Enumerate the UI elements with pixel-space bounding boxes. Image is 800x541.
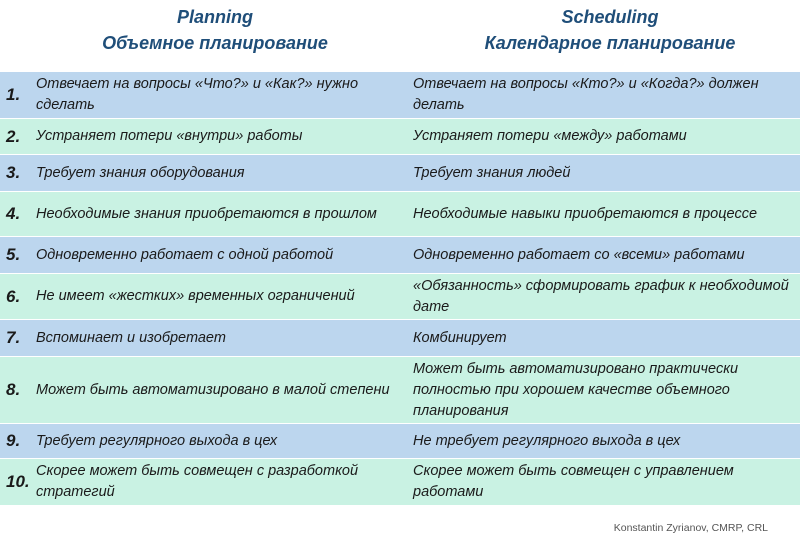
table-row — [0, 273, 800, 319]
scheduling-cell: Отвечает на вопросы «Кто?» и «Когда?» должен делать — [413, 76, 759, 113]
author-credit: Konstantin Zyrianov, CMRP, CRL — [613, 522, 768, 534]
scheduling-cell: Скорее может быть совмещен с управлением работами — [413, 463, 734, 500]
table-row — [0, 356, 800, 423]
table-header — [0, 4, 800, 70]
planning-cell: Скорее может быть совмещен с разработкой стратегий — [36, 463, 359, 500]
row-number: 6. — [6, 286, 21, 306]
table-row — [0, 71, 800, 118]
planning-subtitle: Объемное планирование — [102, 33, 328, 53]
scheduling-cell: Одновременно работает со «всеми» работами — [413, 246, 745, 263]
planning-cell: Одновременно работает с одной работой — [36, 246, 334, 263]
table-row — [0, 236, 800, 273]
scheduling-cell: «Обязанность» сформировать график к необходимой дате — [413, 277, 789, 315]
table-row — [0, 319, 800, 356]
row-number: 10. — [6, 472, 30, 491]
planning-cell: Отвечает на вопросы «Что?» и «Как?» нужно сделать — [36, 76, 359, 113]
scheduling-cell: Комбинирует — [413, 329, 507, 346]
planning-cell: Вспоминает и изобретает — [36, 329, 226, 346]
table-row — [0, 423, 800, 458]
row-number: 2. — [6, 126, 21, 146]
planning-title: Planning — [177, 7, 253, 27]
planning-header — [60, 4, 370, 56]
scheduling-cell: Не требует регулярного выхода в цех — [413, 432, 681, 449]
scheduling-header — [440, 4, 780, 56]
planning-cell: Требует знания оборудования — [36, 164, 245, 181]
planning-cell: Может быть автоматизировано в малой степени — [36, 381, 390, 398]
planning-cell: Устраняет потери «внутри» работы — [36, 128, 303, 144]
scheduling-cell: Необходимые навыки приобретаются в процессе — [413, 205, 758, 222]
table-row — [0, 118, 800, 154]
table-row — [0, 458, 800, 505]
planning-cell: Требует регулярного выхода в цех — [36, 432, 278, 449]
scheduling-cell: Устраняет потери «между» работами — [413, 128, 687, 144]
planning-cell: Не имеет «жестких» временных ограничений — [36, 288, 355, 304]
table-row — [0, 191, 800, 236]
scheduling-cell: Требует знания людей — [413, 164, 571, 181]
row-number: 8. — [6, 380, 21, 399]
row-number: 3. — [6, 163, 21, 182]
comparison-table — [0, 71, 800, 505]
planning-cell: Необходимые знания приобретаются в прошлом — [36, 205, 377, 222]
row-number: 4. — [6, 204, 21, 223]
scheduling-title: Scheduling — [561, 7, 659, 27]
row-number: 1. — [6, 85, 21, 104]
row-number: 9. — [6, 431, 21, 450]
row-number: 7. — [6, 328, 21, 347]
row-number: 5. — [6, 245, 21, 264]
scheduling-cell: Может быть автоматизировано практически полностью при хорошем качестве объемного планирования — [413, 360, 739, 419]
scheduling-subtitle: Календарное планирование — [484, 33, 736, 53]
table-row — [0, 154, 800, 191]
